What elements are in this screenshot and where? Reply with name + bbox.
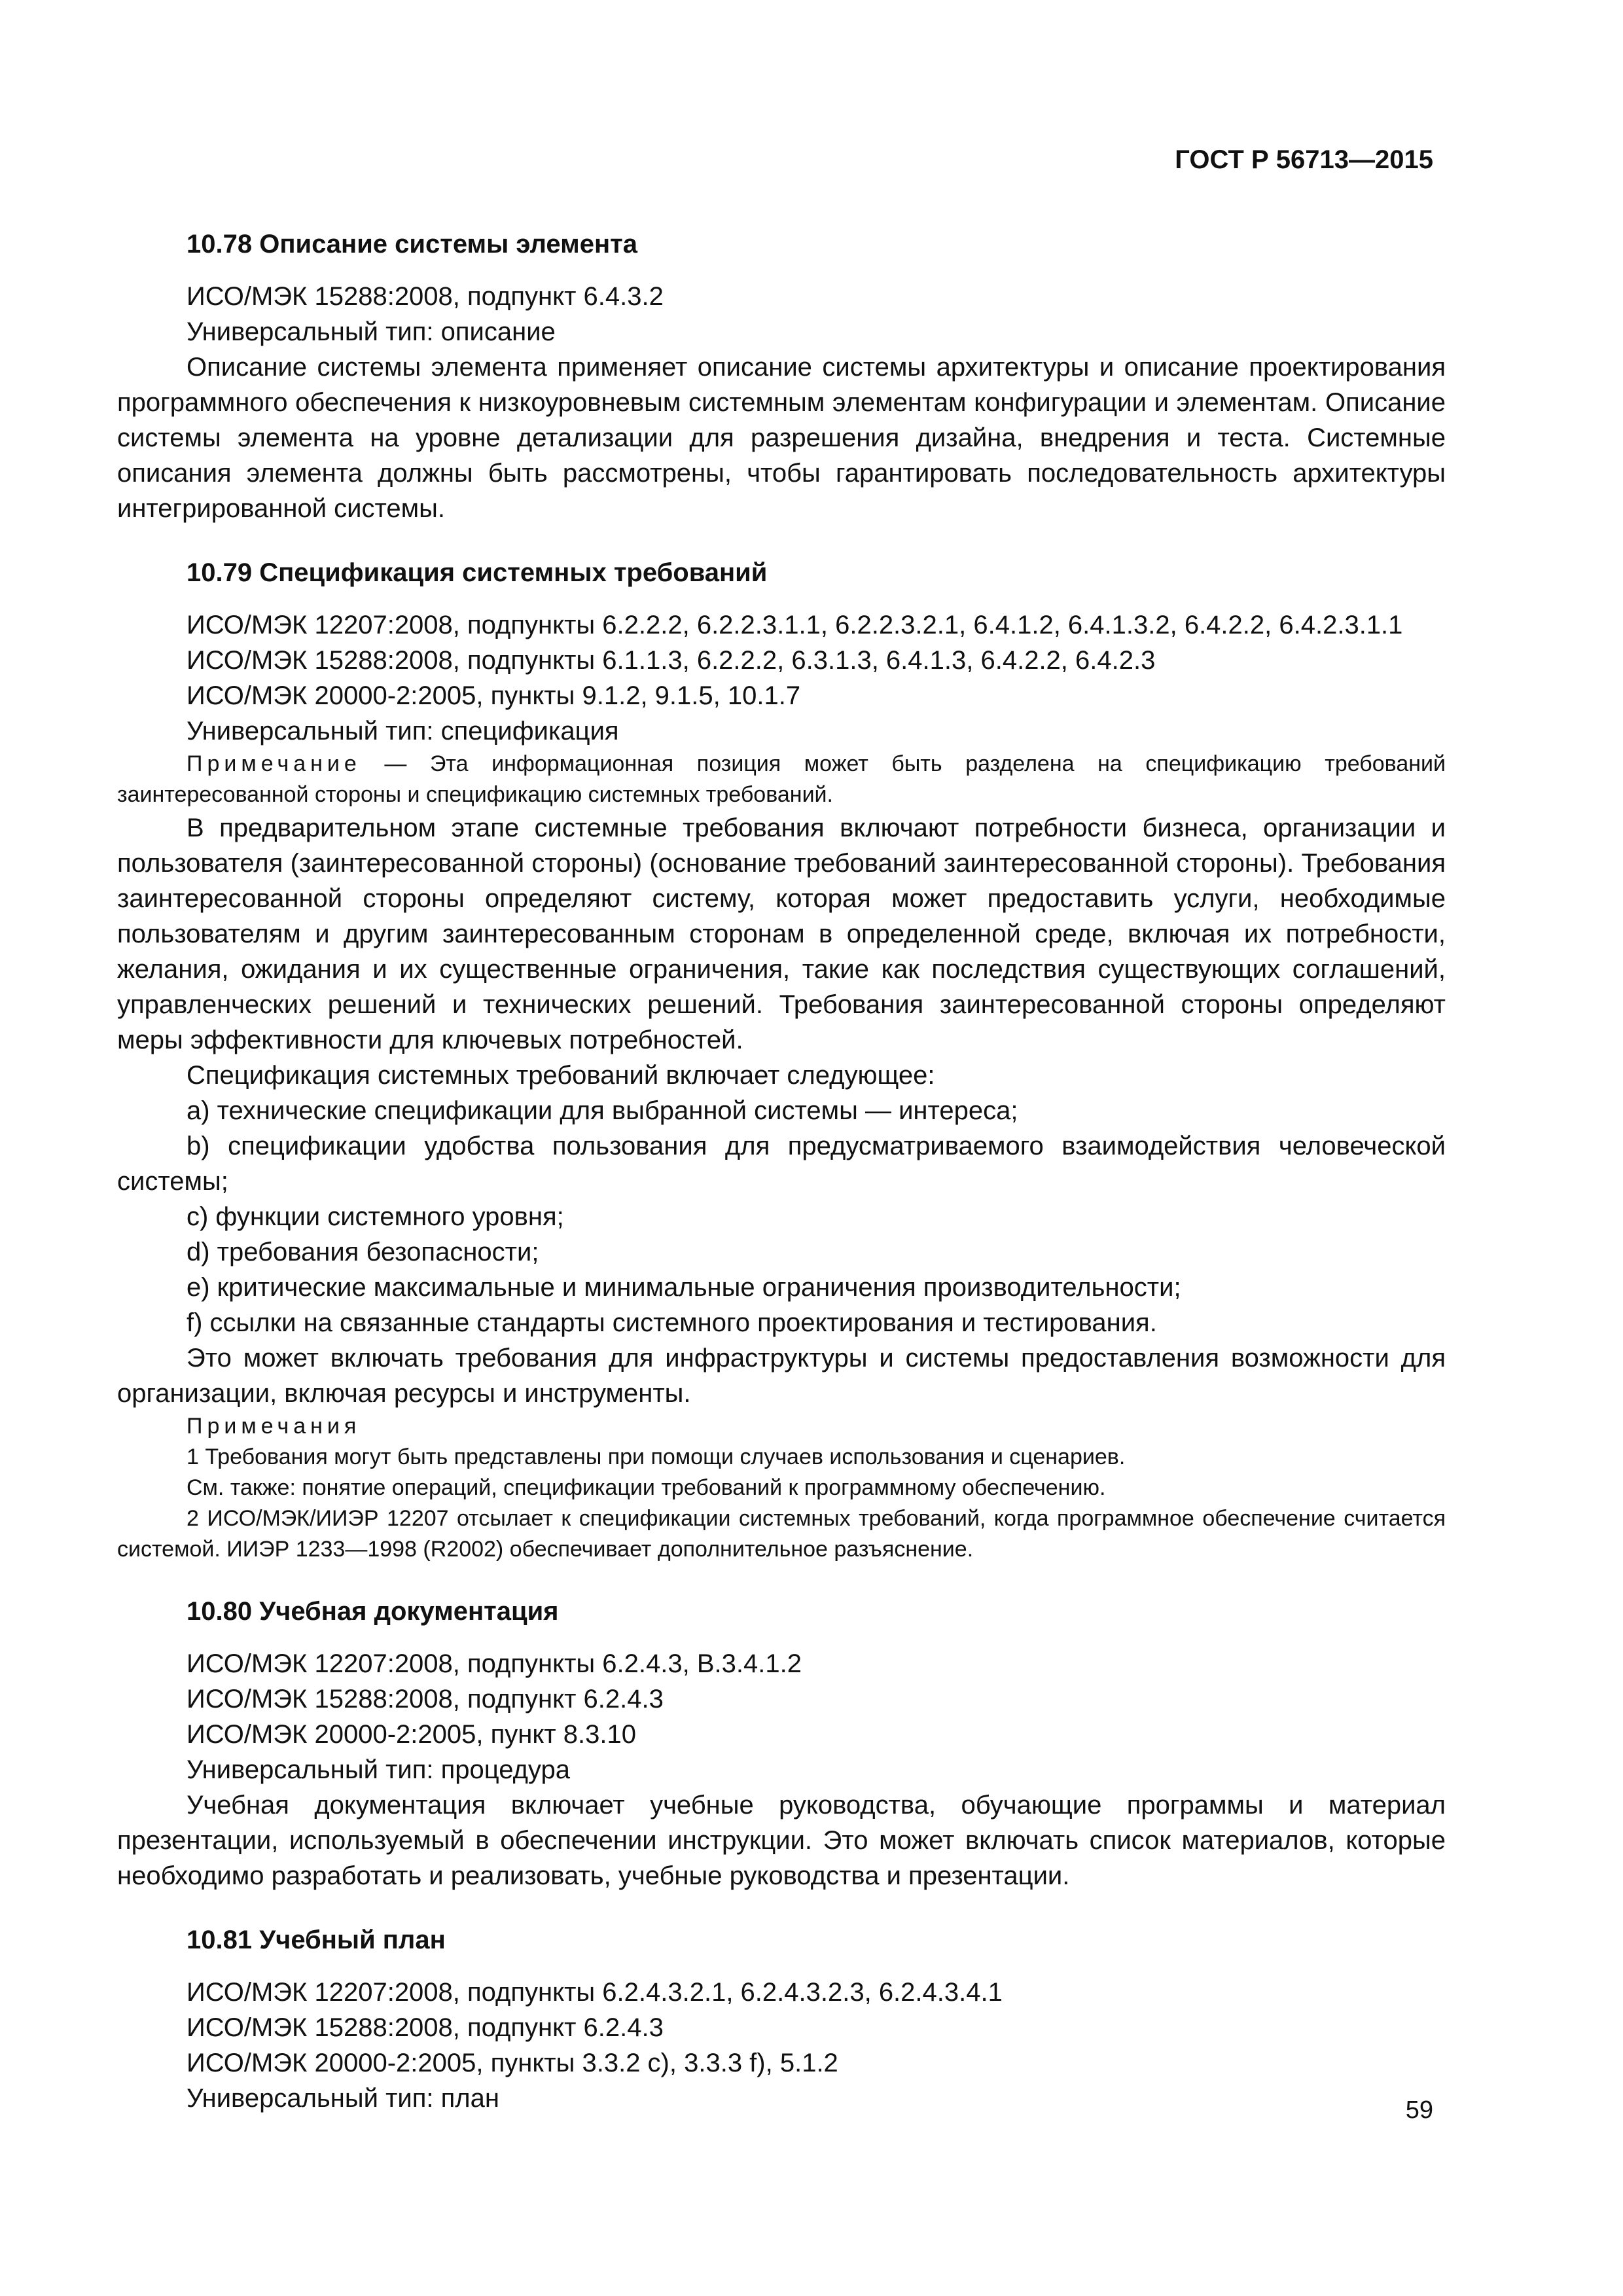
reference-line: ИСО/МЭК 15288:2008, подпункты 6.1.1.3, 6.2.2.2, 6.3.1.3, 6.4.1.3, 6.4.2.2, 6.4.2.3 — [187, 646, 1156, 675]
section-body: Описание системы элемента применяет описание системы архитектуры и описание проектирования программного обеспечения к низкоуровневым системным элементам конфигурации и элементам. Описание системы элемента на уровне детализации для разрешения дизайна, внедрения и теста. Системные описания элемента должны быть рассмотрены, чтобы гарантировать последовательность архитектуры интегрированной системы. — [117, 353, 1446, 523]
list-item: a) технические спецификации для выбранной системы — интереса; — [187, 1096, 1018, 1125]
reference-line: ИСО/МЭК 15288:2008, подпункт 6.2.4.3 — [187, 1685, 664, 1713]
note-text: — Эта информационная позиция может быть разделена на спецификацию требований заинтересованной стороны и спецификацию системных требований. — [117, 751, 1446, 807]
universal-type: Универсальный тип: спецификация — [187, 717, 619, 745]
list-item: b) спецификации удобства пользования для предусматриваемого взаимодействия человеческой системы; — [117, 1132, 1446, 1196]
section-10-80 — [117, 1594, 1446, 1893]
section-body: Учебная документация включает учебные руководства, обучающие программы и материал презентации, используемый в обеспечении инструкции. Это может включать список материалов, которые необходимо разработать и реализовать, учебные руководства и презентации. — [117, 1791, 1446, 1890]
reference-line: ИСО/МЭК 15288:2008, подпункт 6.4.3.2 — [187, 282, 664, 311]
page-number: 59 — [1405, 2096, 1433, 2124]
list-item: f) ссылки на связанные стандарты системного проектирования и тестирования. — [187, 1308, 1157, 1337]
list-intro: Спецификация системных требований включает следующее: — [187, 1061, 935, 1090]
reference-line: ИСО/МЭК 20000-2:2005, пункты 3.3.2 c), 3.3.3 f), 5.1.2 — [187, 2049, 838, 2077]
list-item: d) требования безопасности; — [187, 1238, 539, 1266]
section-10-79 — [117, 555, 1446, 1565]
paragraph: В предварительном этапе системные требования включают потребности бизнеса, организации и пользователя (заинтересованной стороны) (основание требований заинтересованной стороны). Требования заинтересованной стороны определяют систему, которая может предоставить услуги, необходимые пользователям и другим заинтересованным сторонам в определенной среде, включая их потребности, желания, ожидания и их существенные ограничения, такие как последствия существующих соглашений, управленческих решений и технических решений. Требования заинтересованной стороны определяют меры эффективности для ключевых потребностей. — [117, 814, 1446, 1054]
section-10-81 — [117, 1922, 1446, 2116]
section-heading: 10.81 Учебный план — [187, 1926, 446, 1954]
section-10-78 — [117, 226, 1446, 526]
note-item: 2 ИСО/МЭК/ИИЭР 12207 отсылает к спецификации системных требований, когда программное обеспечение считается системой. ИИЭР 1233—1998 (R2002) обеспечивает дополнительное разъяснение. — [117, 1506, 1446, 1562]
list-item: c) функции системного уровня; — [187, 1202, 564, 1231]
section-heading: 10.80 Учебная документация — [187, 1597, 559, 1626]
notes-label: Примечания — [187, 1414, 361, 1439]
list-item: e) критические максимальные и минимальные ограничения производительности; — [187, 1273, 1181, 1302]
page-content — [117, 226, 1446, 2116]
section-heading: 10.78 Описание системы элемента — [187, 230, 637, 259]
reference-line: ИСО/МЭК 20000-2:2005, пункты 9.1.2, 9.1.5, 10.1.7 — [187, 681, 801, 710]
reference-line: ИСО/МЭК 12207:2008, подпункты 6.2.4.3.2.1, 6.2.4.3.2.3, 6.2.4.3.4.1 — [187, 1978, 1003, 2007]
universal-type: Универсальный тип: процедура — [187, 1755, 570, 1784]
paragraph: Это может включать требования для инфраструктуры и системы предоставления возможности для организации, включая ресурсы и инструменты. — [117, 1344, 1446, 1408]
section-heading: 10.79 Спецификация системных требований — [187, 558, 768, 587]
reference-line: ИСО/МЭК 12207:2008, подпункты 6.2.4.3, B.3.4.1.2 — [187, 1649, 802, 1678]
note-item: 1 Требования могут быть представлены при помощи случаев использования и сценариев. — [187, 1444, 1126, 1469]
reference-line: ИСО/МЭК 20000-2:2005, пункт 8.3.10 — [187, 1720, 636, 1749]
universal-type: Универсальный тип: план — [187, 2084, 499, 2113]
note-label: Примечание — [187, 751, 361, 776]
universal-type: Универсальный тип: описание — [187, 317, 556, 346]
note — [117, 749, 1446, 810]
note-item: См. также: понятие операций, спецификации требований к программному обеспечению. — [187, 1475, 1106, 1500]
reference-line: ИСО/МЭК 15288:2008, подпункт 6.2.4.3 — [187, 2013, 664, 2042]
reference-line: ИСО/МЭК 12207:2008, подпункты 6.2.2.2, 6.2.2.3.1.1, 6.2.2.3.2.1, 6.4.1.2, 6.4.1.3.2, 6.4.2.2, 6.4.2.3.1.1 — [187, 611, 1403, 639]
document-code: ГОСТ Р 56713—2015 — [1175, 145, 1433, 174]
